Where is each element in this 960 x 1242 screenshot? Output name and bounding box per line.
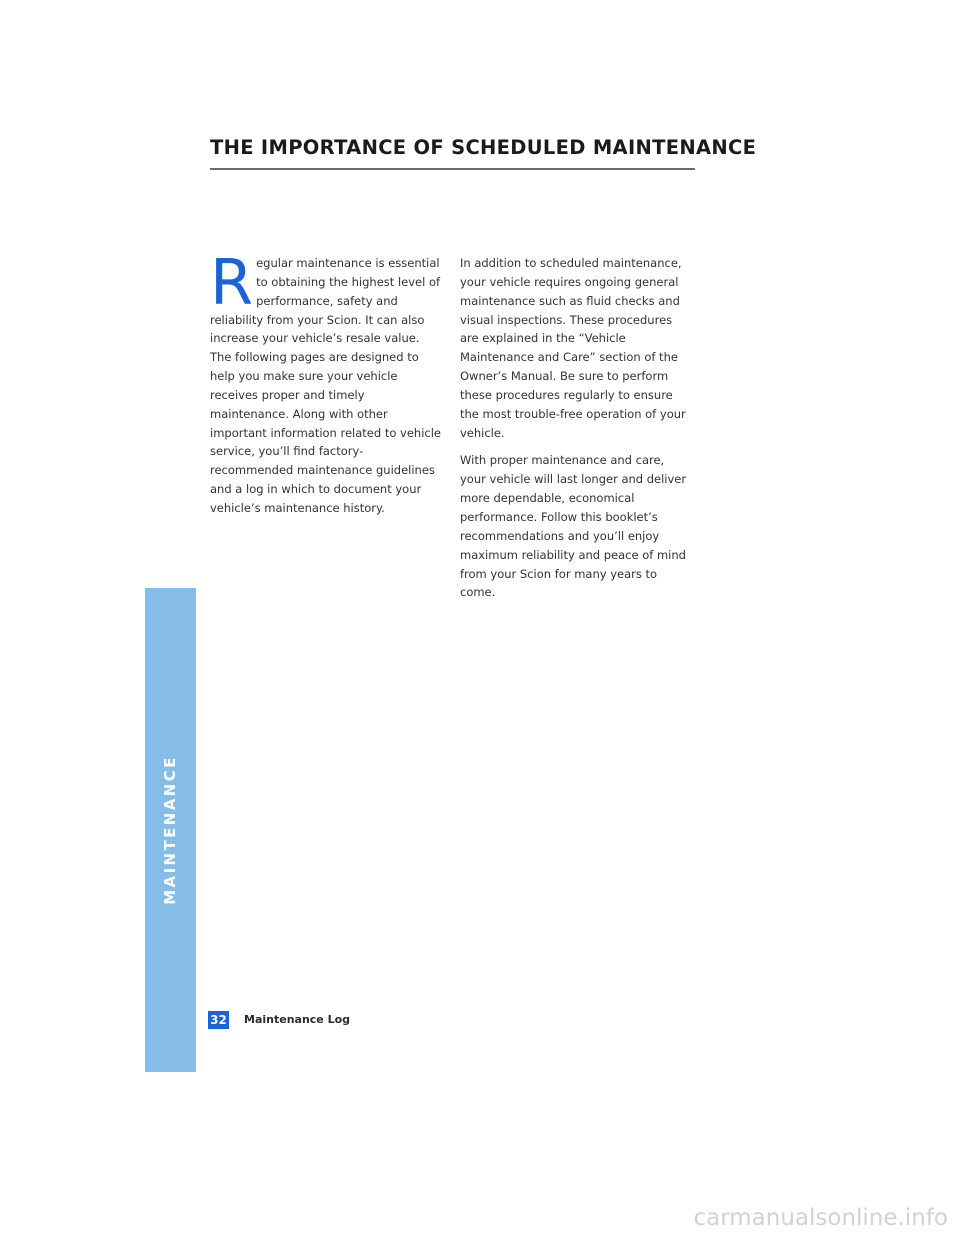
title-divider <box>210 168 695 170</box>
page-title: THE IMPORTANCE OF SCHEDULED MAINTENANCE <box>210 136 757 159</box>
paragraph-general-maintenance: In addition to scheduled maintenance, your vehicle requires ongoing general maintenance such as fluid checks and visual inspections. These procedures are explained in the “Vehicle Maintenance and Care” section of the Owner’s Manual. Be sure to perform these procedures regularly to ensure the most trouble-free operation of your vehicle. <box>460 256 686 440</box>
right-column <box>460 254 692 602</box>
drop-cap: R <box>210 246 254 319</box>
intro-paragraph <box>210 246 442 518</box>
footer-section-label: Maintenance Log <box>244 1013 351 1026</box>
page-number-badge: 32 <box>208 1011 229 1029</box>
left-column <box>210 246 442 518</box>
side-tab-label: MAINTENANCE <box>161 755 179 905</box>
watermark-text: carmanualsonline.info <box>693 1205 948 1231</box>
intro-text: egular maintenance is essential to obtaining the highest level of performance, safety and reliability from your Scion. It can also increase your vehicle’s resale value. The following pages are designed to help you make sure your vehicle receives proper and timely maintenance. Along with other important information related to vehicle service, you’ll find factory-recommended maintenance guidelines and a log in which to document your vehicle’s maintenance history. <box>210 256 441 515</box>
paragraph-proper-care: With proper maintenance and care, your vehicle will last longer and deliver more dependable, economical performance. Follow this booklet’s recommendations and you’ll enjoy maximum reliability and peace of mind from your Scion for many years to come. <box>460 453 687 600</box>
